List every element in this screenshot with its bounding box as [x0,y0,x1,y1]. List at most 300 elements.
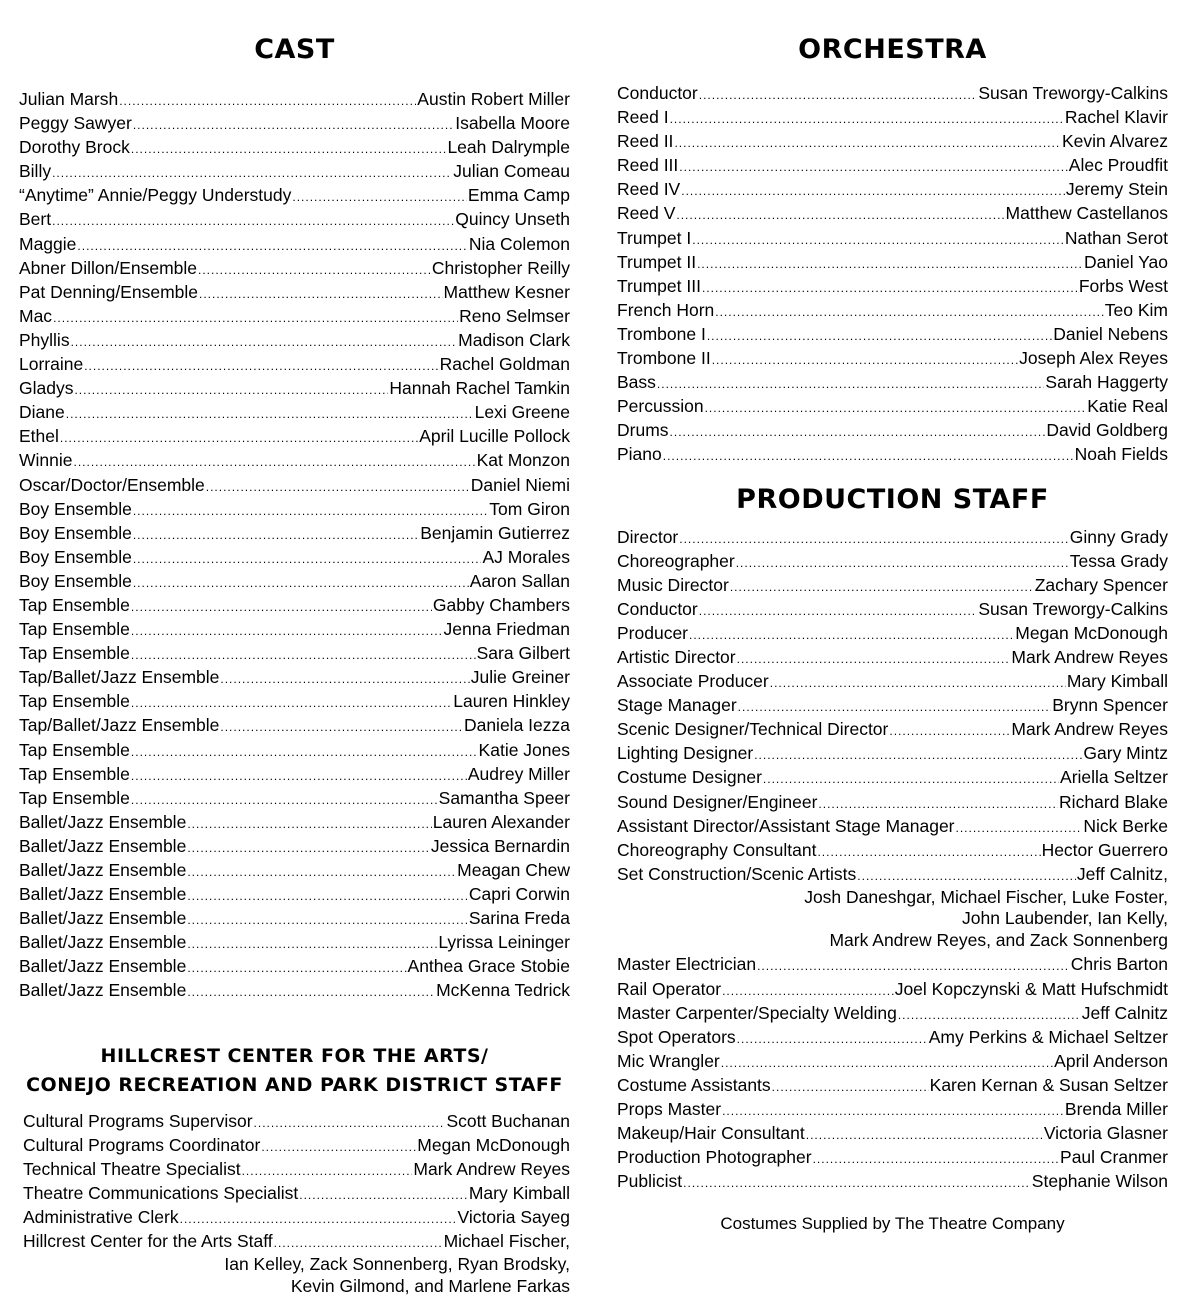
credit-role: Cultural Programs Supervisor [23,1110,253,1131]
credit-row [19,666,570,690]
credit-row [19,883,570,907]
credit-row [19,714,570,738]
dot-leader [772,1076,929,1098]
credit-row [617,863,1168,887]
dot-leader [889,720,1010,742]
credit-row [23,1206,570,1230]
credit-name: Forbs West [1078,275,1168,296]
dot-leader [60,427,418,449]
credit-role: Boy Ensemble [19,570,132,591]
dot-leader [187,909,468,931]
credit-role: Maggie [19,233,77,254]
credit-row [617,1098,1168,1122]
credit-row [19,88,570,112]
dot-leader [199,283,443,305]
credit-name: Daniel Niemi [470,474,570,495]
credit-name: Nick Berke [1083,815,1168,836]
dot-leader [220,668,469,690]
production-staff-list [617,526,1168,887]
credit-row [617,251,1168,275]
credit-row [617,953,1168,977]
credit-name: Capri Corwin [468,884,570,905]
dot-leader [670,108,1064,130]
credit-name: Hannah Rachel Tamkin [389,378,570,399]
credit-row [19,594,570,618]
costumes-credit-note: Costumes Supplied by The Theatre Company [720,1214,1065,1234]
credit-name: Mark Andrew Reyes [1011,646,1168,667]
production-staff-heading: PRODUCTION STAFF [736,483,1049,515]
dot-leader [131,620,443,642]
credit-row [19,377,570,401]
dot-leader [180,1208,457,1230]
credit-role: Tap Ensemble [19,739,130,760]
credit-row [617,815,1168,839]
credit-role: Pat Denning/Ensemble [19,281,198,302]
credit-role: Mac [19,305,53,326]
credit-role: Boy Ensemble [19,498,132,519]
credit-row [19,546,570,570]
dot-leader [757,955,1070,977]
dot-leader [187,837,430,859]
dot-leader [187,885,468,907]
credit-name: Scott Buchanan [446,1110,570,1131]
dot-leader [679,156,1067,178]
credit-row [617,1146,1168,1170]
credit-name: Daniel Nebens [1053,323,1168,344]
credit-role: Julian Marsh [19,89,119,109]
dot-leader [956,817,1083,839]
credit-row [19,305,570,329]
credit-row [19,859,570,883]
credit-role: Choreographer [617,550,735,571]
dot-leader [898,1004,1081,1026]
credit-name: Alec Proudfit [1068,155,1168,176]
credit-row [617,598,1168,622]
credit-role: Drums [617,420,669,441]
dot-leader [681,180,1065,202]
dot-leader [707,325,1052,347]
dot-leader [736,552,1069,574]
dot-leader [187,861,456,883]
credit-name: Julie Greiner [470,667,570,688]
credit-role: Ballet/Jazz Ensemble [19,811,187,832]
dot-leader [187,933,437,955]
credit-name: Joseph Alex Reyes [1019,348,1168,369]
credit-name: Gary Mintz [1083,743,1168,764]
credit-role: Billy [19,161,52,182]
credit-role: Cultural Programs Coordinator [23,1134,261,1155]
credit-row [19,787,570,811]
credit-name: Aaron Sallan [469,570,570,591]
credit-role: Director [617,526,679,547]
credit-name: Tessa Grady [1069,550,1168,571]
credit-name: Nia Colemon [468,233,570,254]
credit-name: Joel Kopczynski & Matt Hufschmidt [894,978,1168,999]
credit-role: Piano [617,444,662,465]
credit-row [19,136,570,160]
credit-role: “Anytime” Annie/Peggy Understudy [19,185,292,206]
credit-row [617,1074,1168,1098]
credit-row [617,299,1168,323]
dot-leader [131,644,476,666]
dot-leader [663,445,1074,467]
credit-role: Spot Operators [617,1026,736,1047]
credit-row [19,257,570,281]
credit-row [617,574,1168,598]
credit-name: Samantha Speer [438,787,570,808]
credit-name: Benjamin Gutierrez [420,522,570,543]
dot-leader [676,204,1004,226]
credit-name: Jessica Bernardin [430,835,570,856]
credit-name: Rachel Goldman [439,354,570,375]
credit-row [617,718,1168,742]
credit-row [23,1134,570,1158]
orchestra-heading: ORCHESTRA [798,34,987,65]
dot-leader [131,765,467,787]
credit-name: Daniel Yao [1084,251,1168,272]
credit-role: Boy Ensemble [19,546,132,567]
credit-role: Mic Wrangler [617,1050,720,1071]
credit-role: Trombone I [617,323,706,344]
credit-name: Mary Kimball [1066,671,1168,692]
credit-row [617,1122,1168,1146]
credit-name: Michael Fischer, [443,1231,570,1252]
dot-leader [818,793,1058,815]
credit-name: Jeff Calnitz [1081,1002,1168,1023]
credit-role: Rail Operator [617,978,722,999]
credit-role: Stage Manager [617,695,737,716]
hillcrest-continuation [19,1254,570,1297]
dot-leader [133,500,488,522]
credit-name: Gabby Chambers [432,594,570,615]
dot-leader [674,132,1061,154]
right-column [617,32,1168,1234]
dot-leader [770,672,1066,694]
dot-leader [66,403,474,425]
dot-leader [721,1052,1053,1074]
credit-role: Tap Ensemble [19,619,130,640]
dot-leader [74,451,476,473]
credit-name: McKenna Tedrick [436,980,570,1001]
credit-role: Reed I [617,107,669,128]
credit-role: Sound Designer/Engineer [617,791,818,812]
credit-name: Lauren Alexander [432,811,570,832]
credit-role: Tap/Ballet/Jazz Ensemble [19,715,220,736]
credit-role: French Horn [617,299,715,320]
continuation-line: Josh Daneshgar, Michael Fischer, Luke Foster, [804,886,1168,907]
credit-row [19,835,570,859]
dot-leader [254,1112,446,1134]
credit-role: Ballet/Jazz Ensemble [19,956,187,977]
credit-name: Lexi Greene [474,402,570,423]
hillcrest-heading-line1: HILLCREST CENTER FOR THE ARTS/ [100,1044,489,1067]
credit-name: Julian Comeau [453,161,570,182]
credit-name: Megan McDonough [1015,622,1168,643]
credit-role: Peggy Sawyer [19,113,132,134]
credit-role: Artistic Director [617,646,736,667]
dot-leader [299,1184,468,1206]
credit-name: Hector Guerrero [1041,839,1168,860]
credit-row [19,184,570,208]
dot-leader [206,476,470,498]
dot-leader [52,162,452,184]
credit-name: Amy Perkins & Michael Seltzer [928,1026,1168,1047]
credit-row [617,1170,1168,1194]
credit-name: Katie Jones [478,739,570,760]
credit-row [19,233,570,257]
credit-row [617,526,1168,550]
credit-name: Lyrissa Leininger [438,932,570,953]
credit-role: Costume Assistants [617,1074,771,1095]
credit-role: Abner Dillon/Ensemble [19,257,198,278]
credit-row [617,1026,1168,1050]
dot-leader [679,528,1069,550]
credit-name: Nathan Serot [1064,227,1168,248]
credit-role: Tap Ensemble [19,643,130,664]
credit-role: Ballet/Jazz Ensemble [19,860,187,880]
dot-leader [242,1160,413,1182]
credit-role: Ballet/Jazz Ensemble [19,932,187,953]
production-staff-list-continued [617,953,1168,1194]
credit-row [19,739,570,763]
dot-leader [292,186,467,208]
credit-role: Administrative Clerk [23,1206,179,1227]
credit-row [19,353,570,377]
credit-name: Kevin Alvarez [1061,131,1168,152]
dot-leader [133,548,482,570]
credit-role: Hillcrest Center for the Arts Staff [23,1231,273,1252]
credit-role: Ballet/Jazz Ensemble [19,980,187,1001]
credit-role: Reed III [617,155,679,176]
credit-name: Reno Selmser [459,305,570,326]
dot-leader [738,696,1052,718]
credit-role: Technical Theatre Specialist [23,1158,241,1179]
dot-leader [131,741,478,763]
dot-leader [730,576,1034,598]
credit-role: Choreography Consultant [617,839,817,860]
credit-role: Winnie [19,450,73,471]
dot-leader [657,373,1045,395]
credit-name: Ginny Grady [1069,526,1168,547]
credit-name: Victoria Sayeg [457,1206,570,1227]
credit-role: Production Photographer [617,1147,812,1168]
credit-row [19,425,570,449]
dot-leader [133,114,454,136]
credit-row [19,522,570,546]
credit-row [19,642,570,666]
credit-name: Brynn Spencer [1052,695,1168,716]
dot-leader [77,235,467,257]
credit-name: Matthew Kesner [443,281,570,302]
credit-row [23,1230,570,1254]
credit-role: Tap Ensemble [19,691,130,712]
credit-row [617,275,1168,299]
dot-leader [715,301,1104,323]
credit-name: Teo Kim [1104,299,1168,320]
credit-name: Lauren Hinkley [453,691,570,712]
dot-leader [670,421,1046,443]
credit-row [19,112,570,136]
credit-name: Megan McDonough [417,1134,570,1155]
credit-name: AJ Morales [482,546,570,567]
dot-leader [131,692,452,714]
dot-leader [683,1172,1031,1194]
dot-leader [220,716,463,738]
credit-name: Brenda Miller [1064,1098,1168,1119]
orchestra-list [617,82,1168,468]
credit-role: Conductor [617,83,698,103]
credit-role: Publicist [617,1171,683,1192]
credit-name: Jeff Calnitz, [1076,863,1168,884]
dot-leader [187,957,406,979]
cast-heading: CAST [254,34,335,65]
credit-row [19,401,570,425]
dot-leader [702,277,1078,299]
credit-name: Noah Fields [1074,444,1168,465]
credit-row [617,670,1168,694]
credit-row [617,550,1168,574]
credit-name: Karen Kernan & Susan Seltzer [929,1074,1168,1095]
credit-row [19,763,570,787]
credit-role: Tap/Ballet/Jazz Ensemble [19,667,220,688]
credit-role: Ballet/Jazz Ensemble [19,835,187,856]
credit-row [617,622,1168,646]
credit-row [617,202,1168,226]
dot-leader [131,789,438,811]
left-column [19,32,570,1297]
credit-name: Mark Andrew Reyes [1011,719,1168,740]
credit-name: Mary Kimball [468,1182,570,1203]
credit-role: Ethel [19,426,59,447]
continuation-line: Ian Kelley, Zack Sonnenberg, Ryan Brodsky, [224,1254,570,1275]
credit-role: Bert [19,209,52,230]
credit-role: Music Director [617,574,729,595]
cast-list [19,88,570,1004]
credit-role: Gladys [19,378,74,399]
credit-row [23,1110,570,1134]
credit-row [19,449,570,473]
credit-row [19,498,570,522]
credit-row [19,931,570,955]
credit-row [617,130,1168,154]
dot-leader [817,841,1040,863]
credit-row [617,323,1168,347]
credit-role: Assistant Director/Assistant Stage Manager [617,815,955,836]
credit-role: Reed IV [617,179,681,200]
credit-name: Zachary Spencer [1034,574,1168,595]
dot-leader [813,1148,1059,1170]
dot-leader [133,524,419,546]
dot-leader [84,355,438,377]
credit-row [617,1002,1168,1026]
credit-row [19,690,570,714]
credit-role: Scenic Designer/Technical Director [617,719,889,740]
dot-leader [274,1232,443,1254]
dot-leader [699,600,978,622]
hillcrest-staff-list [19,1110,570,1255]
dot-leader [737,1028,928,1050]
credit-role: Costume Designer [617,767,762,788]
credit-role: Reed V [617,203,676,224]
credit-role: Producer [617,622,689,643]
dot-leader [74,379,388,401]
credit-role: Diane [19,402,65,423]
credit-role: Reed II [617,131,674,152]
credit-name: Meagan Chew [457,860,570,880]
credit-row [23,1182,570,1206]
credit-name: Chris Barton [1070,954,1168,975]
credit-name: Jeremy Stein [1065,179,1168,200]
credit-row [617,646,1168,670]
continuation-line: Kevin Gilmond, and Marlene Farkas [290,1275,570,1296]
credit-name: Isabella Moore [455,113,570,134]
credit-role: Boy Ensemble [19,522,132,543]
credit-name: Austin Robert Miller [417,89,570,109]
credit-name: Tom Giron [489,498,570,519]
credit-name: Madison Clark [458,329,570,350]
credit-row [617,978,1168,1002]
dot-leader [52,210,454,232]
credit-role: Lighting Designer [617,743,754,764]
credit-row [617,178,1168,202]
credit-row [617,82,1168,106]
credit-row [19,570,570,594]
dot-leader [705,397,1087,419]
dot-leader [857,865,1076,887]
credit-row [617,1050,1168,1074]
credit-row [19,955,570,979]
dot-leader [187,981,435,1003]
credit-role: Dorothy Brock [19,137,130,158]
credit-row [19,208,570,232]
credit-row [19,979,570,1003]
credit-row [617,742,1168,766]
credit-row [617,227,1168,251]
dot-leader [71,331,458,353]
credit-name: Ariella Seltzer [1060,767,1168,788]
credit-name: Emma Camp [467,185,570,206]
credit-row [617,154,1168,178]
credit-row [19,618,570,642]
dot-leader [131,596,432,618]
dot-leader [737,648,1011,670]
credit-row [19,160,570,184]
credit-role: Bass [617,372,656,393]
dot-leader [119,90,416,112]
credit-name: Anthea Grace Stobie [407,956,570,977]
credit-row [617,371,1168,395]
credit-row [19,811,570,835]
credit-name: April Lucille Pollock [419,426,570,447]
dot-leader [754,744,1082,766]
credit-role: Oscar/Doctor/Ensemble [19,474,205,495]
dot-leader [712,349,1018,371]
dot-leader [699,84,978,106]
credit-role: Makeup/Hair Consultant [617,1123,805,1144]
dot-leader [692,229,1064,251]
credit-name: Richard Blake [1059,791,1168,812]
credit-name: Susan Treworgy-Calkins [978,83,1168,103]
credit-row [617,839,1168,863]
credit-role: Lorraine [19,354,84,375]
credit-role: Trumpet II [617,251,697,272]
credit-name: Katie Real [1087,396,1168,417]
credit-name: Matthew Castellanos [1005,203,1168,224]
credit-role: Associate Producer [617,671,769,692]
dot-leader [131,138,447,160]
production-continuation [617,887,1168,952]
hillcrest-heading-line2: CONEJO RECREATION AND PARK DISTRICT STAFF [26,1073,563,1096]
